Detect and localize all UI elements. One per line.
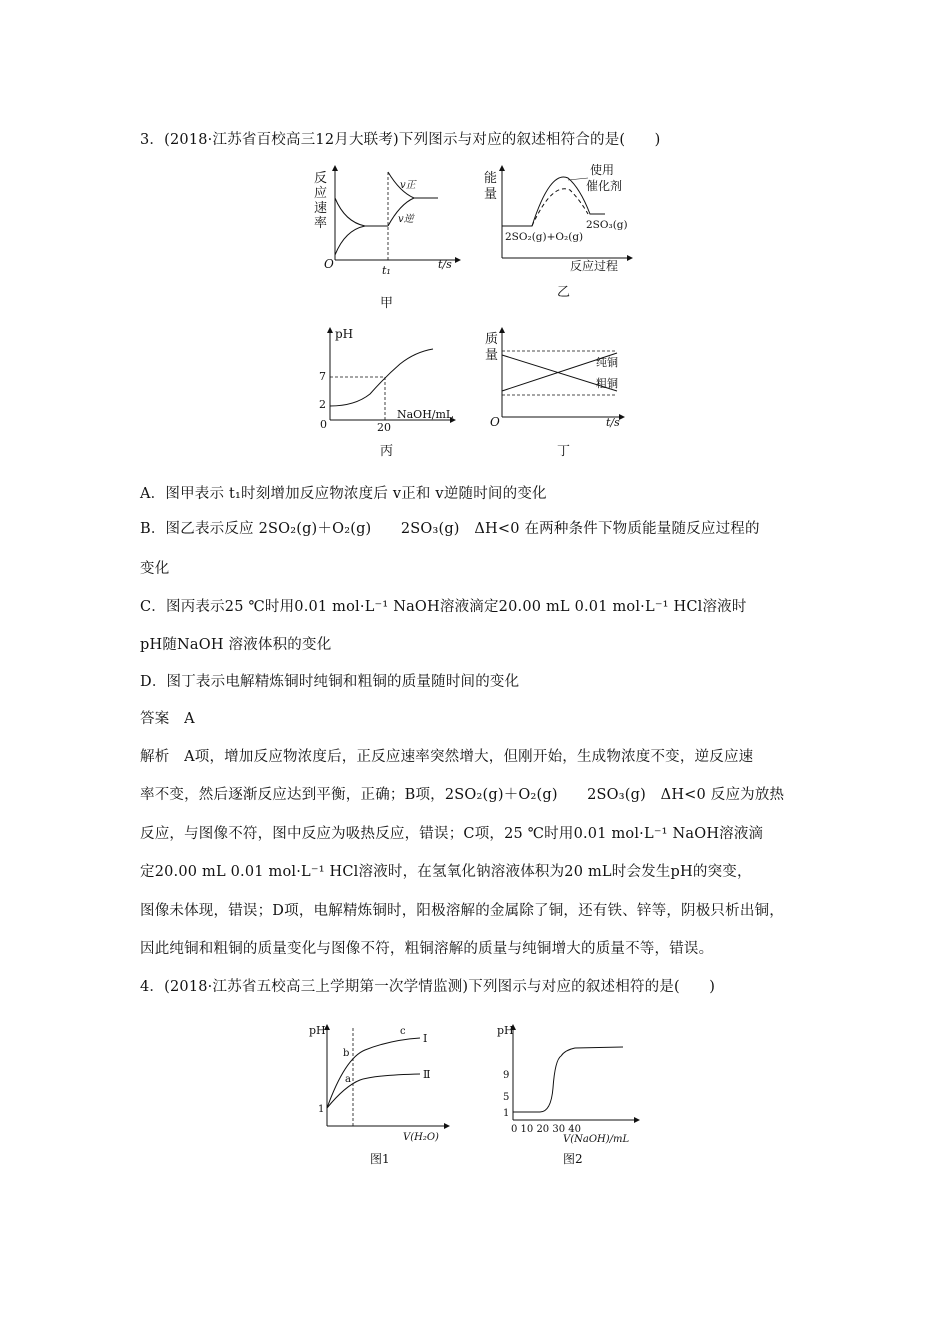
q3-analysis-4: 定20.00 mL 0.01 mol·L⁻¹ HCl溶液时，在氢氧化钠溶液体积为20 mL时会发生pH的突变， (140, 864, 752, 880)
q3-option-b-2: 变化 (140, 561, 170, 577)
fig2-xaxis: V(NaOH)/mL (563, 1134, 630, 1145)
ding-crude: 粗铜 (596, 377, 618, 390)
q3-option-d: D．图丁表示电解精炼铜时纯铜和粗铜的质量随时间的变化 (140, 674, 520, 690)
jia-v-zheng: v正 (400, 180, 416, 191)
figure-yi (480, 160, 640, 275)
q3-analysis-2: 率不变，然后逐渐反应达到平衡，正确；B项，2SO₂(g)＋O₂(g) 2SO₃(g) ΔH<0 反应为放热 (140, 787, 785, 803)
ding-pure: 纯铜 (596, 356, 618, 369)
fig1-a: a (345, 1074, 351, 1085)
fig1-II: Ⅱ (423, 1068, 431, 1081)
fig2-y1: 1 (503, 1108, 510, 1119)
q3-analysis-1: 解析 A项，增加反应物浓度后，正反应速率突然增大，但刚开始，生成物浓度不变，逆反应速 (140, 749, 754, 765)
yi-catalyst-2: 催化剂 (586, 179, 623, 193)
ding-ylabel-1: 质 (485, 332, 499, 347)
jia-ylabel-1: 反 (314, 171, 328, 186)
bing-origin: 0 (320, 418, 327, 431)
figure-ding (482, 325, 632, 430)
jia-xaxis: t/s (438, 258, 452, 271)
q3-analysis-5: 图像未体现，错误；D项，电解精炼铜时，阳极溶解的金属除了铜，还有铁、锌等，阴极只析出铜， (140, 903, 784, 919)
fig1-ylabel: pH (309, 1024, 326, 1037)
q3-stem: 3．(2018·江苏省百校高三12月大联考)下列图示与对应的叙述相符合的是( ) (140, 132, 661, 148)
bing-xaxis: NaOH/mL (397, 408, 454, 421)
ding-xaxis: t/s (606, 416, 620, 429)
yi-caption: 乙 (557, 285, 571, 300)
jia-ylabel-4: 率 (314, 216, 328, 231)
fig1-caption: 图1 (370, 1152, 390, 1166)
bing-x20: 20 (377, 421, 391, 432)
fig2-y5: 5 (503, 1092, 510, 1103)
figure-bing (315, 322, 465, 432)
q3-option-a: A．图甲表示 t₁时刻增加反应物浓度后 v正和 v逆随时间的变化 (140, 486, 547, 502)
q3-option-c-1: C．图丙表示25 ℃时用0.01 mol·L⁻¹ NaOH溶液滴定20.00 mL 0.01 mol·L⁻¹ HCl溶液时 (140, 599, 747, 615)
fig1-c: c (400, 1026, 406, 1037)
fig2-caption: 图2 (563, 1152, 583, 1166)
fig2-ylabel: pH (497, 1024, 514, 1037)
fig1-b: b (343, 1048, 350, 1059)
q4-stem: 4．(2018·江苏省五校高三上学期第一次学情监测)下列图示与对应的叙述相符的是( ) (140, 979, 716, 995)
figure-jia (310, 160, 465, 295)
ding-ylabel-2: 量 (485, 348, 499, 363)
ding-origin: O (490, 415, 500, 429)
fig2-xticks: 0 10 20 30 40 (511, 1124, 581, 1135)
q3-option-b-1: B．图乙表示反应 2SO₂(g)＋O₂(g) 2SO₃(g) ΔH<0 在两种条件下物质能量随反应过程的 (140, 521, 760, 537)
jia-origin: O (324, 257, 334, 271)
q3-option-c-2: pH随NaOH 溶液体积的变化 (140, 637, 332, 653)
ding-caption: 丁 (557, 444, 571, 459)
jia-ylabel-3: 速 (314, 201, 328, 216)
fig1-xaxis: V(H₂O) (403, 1132, 439, 1143)
q3-analysis-6: 因此纯铜和粗铜的质量变化与图像不符，粗铜溶解的质量与纯铜增大的质量不等，错误。 (140, 941, 714, 957)
yi-products: 2SO₃(g) (586, 219, 628, 231)
jia-t1: t₁ (382, 264, 391, 277)
figure-1 (305, 1018, 455, 1143)
yi-catalyst-1: 使用 (590, 163, 615, 177)
yi-reactants: 2SO₂(g)+O₂(g) (505, 231, 584, 243)
yi-xaxis: 反应过程 (570, 259, 619, 273)
bing-y7: 7 (319, 370, 326, 383)
bing-y2: 2 (319, 398, 326, 411)
bing-caption: 丙 (380, 444, 394, 459)
q3-analysis-3: 反应，与图像不符，图中反应为吸热反应，错误；C项，25 ℃时用0.01 mol·L⁻¹ NaOH溶液滴 (140, 826, 764, 842)
jia-v-ni: v逆 (398, 214, 414, 225)
figure-2 (495, 1018, 645, 1148)
jia-ylabel-2: 应 (314, 186, 328, 201)
yi-ylabel-2: 量 (484, 187, 498, 202)
yi-ylabel-1: 能 (484, 171, 498, 186)
jia-caption: 甲 (380, 296, 394, 311)
fig1-I: Ⅰ (423, 1032, 428, 1045)
fig1-one: 1 (318, 1104, 325, 1115)
q3-answer: 答案 A (140, 711, 195, 727)
bing-ylabel: pH (335, 327, 354, 341)
fig2-y9: 9 (503, 1070, 510, 1081)
